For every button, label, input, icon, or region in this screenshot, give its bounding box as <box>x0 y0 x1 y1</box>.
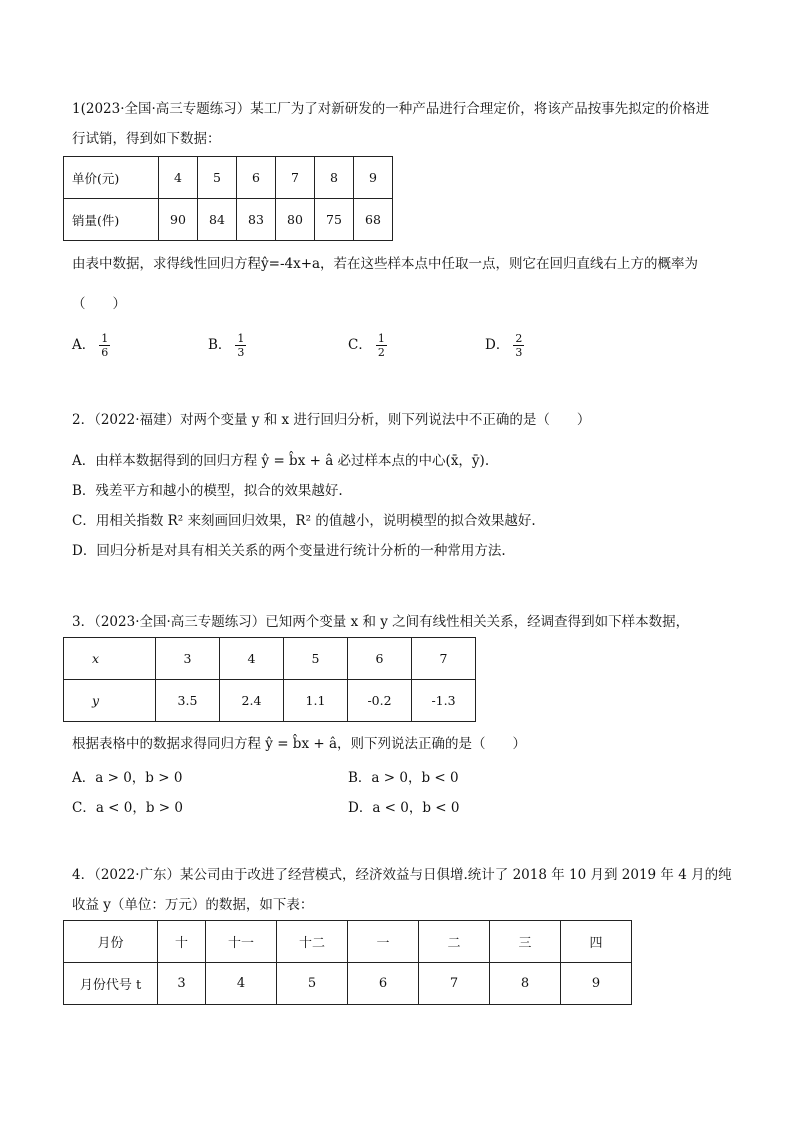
q3-cell: 3 <box>156 638 220 680</box>
q1-cell: 75 <box>315 199 354 241</box>
q1-option-a-fraction <box>99 332 110 359</box>
q1-cell: 6 <box>237 157 276 199</box>
q3-cell: y <box>64 680 156 722</box>
q3-cell: 1.1 <box>284 680 348 722</box>
q3-stem: 3．（2023·全国·高三专题练习）已知两个变量 x 和 y 之间有线性相关关系，经调查得到如下样本数据， <box>72 614 690 630</box>
q4-cell: 三 <box>490 921 561 963</box>
q3-cell: 3.5 <box>156 680 220 722</box>
q1-option-d[interactable] <box>485 332 524 359</box>
fraction-numerator: 2 <box>515 332 523 345</box>
q1-cell: 销量(件) <box>64 199 159 241</box>
q1-table-row <box>64 157 393 199</box>
q1-stem-line1: 1(2023·全国·高三专题练习）某工厂为了对新研发的一种产品进行合理定价，将该产品按事先拟定的价格进 <box>72 101 710 117</box>
q1-table <box>63 156 393 241</box>
q4-cell: 二 <box>419 921 490 963</box>
question-2-stem <box>72 405 732 435</box>
q2-option-c[interactable]: C．用相关指数 R² 来刻画回归效果，R² 的值越小，说明模型的拟合效果越好. <box>72 513 536 529</box>
q1-option-b-fraction <box>235 332 246 359</box>
q3-after-text <box>72 729 732 759</box>
q1-cell: 83 <box>237 199 276 241</box>
q1-cell: 4 <box>159 157 198 199</box>
q3-table <box>63 637 476 722</box>
q4-stem-line1: 4．（2022·广东）某公司由于改进了经营模式，经济效益与日俱增.统计了 2018 年 10 月到 2019 年 4 月的纯 <box>72 867 732 883</box>
question-1-stem <box>72 94 732 154</box>
q4-cell: 3 <box>158 963 206 1005</box>
fraction-denominator: 3 <box>237 346 245 359</box>
q1-option-b[interactable] <box>208 332 246 359</box>
question-3-stem <box>72 607 732 637</box>
q3-option-b[interactable]: B．a > 0，b < 0 <box>348 770 459 786</box>
q3-cell: 6 <box>348 638 412 680</box>
q3-cell: 7 <box>412 638 476 680</box>
q3-cell: -0.2 <box>348 680 412 722</box>
q3-table-row <box>64 680 476 722</box>
q1-option-c-letter: C． <box>348 337 372 353</box>
q2-stem: 2．（2022·福建）对两个变量 y 和 x 进行回归分析，则下列说法中不正确的是（ ） <box>72 412 591 428</box>
q3-cell: -1.3 <box>412 680 476 722</box>
q1-after-line: 由表中数据，求得线性回归方程ŷ=-4x+a，若在这些样本点中任取一点，则它在回归直线右上方的概率为 <box>72 256 699 272</box>
q1-cell: 90 <box>159 199 198 241</box>
q3-options <box>72 766 672 826</box>
q1-cell: 单价(元) <box>64 157 159 199</box>
q1-cell: 84 <box>198 199 237 241</box>
q4-cell: 7 <box>419 963 490 1005</box>
q3-cell: 5 <box>284 638 348 680</box>
q4-cell: 4 <box>206 963 277 1005</box>
q3-option-c[interactable]: C．a < 0，b > 0 <box>72 800 183 816</box>
q1-cell: 5 <box>198 157 237 199</box>
q3-after-line: 根据表格中的数据求得同归方程 ŷ = b̂x + â，则下列说法正确的是（ ） <box>72 736 527 752</box>
q1-option-c[interactable] <box>348 332 387 359</box>
q3-option-a[interactable]: A．a > 0，b > 0 <box>72 770 183 786</box>
q4-cell: 6 <box>348 963 419 1005</box>
q4-cell: 十二 <box>277 921 348 963</box>
q4-cell: 四 <box>561 921 632 963</box>
q1-cell: 7 <box>276 157 315 199</box>
q4-table <box>63 920 632 1005</box>
q1-cell: 9 <box>354 157 393 199</box>
q4-cell: 8 <box>490 963 561 1005</box>
q1-option-d-fraction <box>513 332 524 359</box>
q1-stem-line2: 行试销，得到如下数据： <box>72 131 221 147</box>
q1-option-b-letter: B． <box>208 337 232 353</box>
q1-option-a-letter: A． <box>72 337 96 353</box>
q3-option-d[interactable]: D．a < 0，b < 0 <box>348 800 460 816</box>
q3-table-row <box>64 638 476 680</box>
q1-option-d-letter: D． <box>485 337 510 353</box>
q4-cell: 一 <box>348 921 419 963</box>
fraction-denominator: 6 <box>101 346 109 359</box>
q3-cell: x <box>64 638 156 680</box>
q4-cell: 5 <box>277 963 348 1005</box>
question-4-stem <box>72 860 732 920</box>
q1-cell: 68 <box>354 199 393 241</box>
q4-stem-line2: 收益 y（单位：万元）的数据，如下表： <box>72 897 314 913</box>
q1-after-text <box>72 249 732 279</box>
fraction-numerator: 1 <box>377 332 385 345</box>
fraction-denominator: 3 <box>515 346 523 359</box>
q1-cell: 80 <box>276 199 315 241</box>
q2-option-b[interactable]: B．残差平方和越小的模型，拟合的效果越好. <box>72 483 343 499</box>
q4-cell: 十一 <box>206 921 277 963</box>
q2-option-a[interactable]: A．由样本数据得到的回归方程 ŷ = b̂x + â 必过样本点的中心(x̄，ȳ). <box>72 453 490 469</box>
q1-option-c-fraction <box>376 332 387 359</box>
fraction-numerator: 1 <box>101 332 109 345</box>
q4-cell: 9 <box>561 963 632 1005</box>
q1-paren-wrap <box>72 289 732 319</box>
q4-cell: 月份代号 t <box>64 963 158 1005</box>
q1-answer-paren: （ ） <box>72 296 126 312</box>
q1-option-a[interactable] <box>72 332 110 359</box>
q4-table-row <box>64 963 632 1005</box>
fraction-denominator: 2 <box>377 346 385 359</box>
q3-cell: 2.4 <box>220 680 284 722</box>
q2-options <box>72 446 732 566</box>
q4-cell: 十 <box>158 921 206 963</box>
q1-table-row <box>64 199 393 241</box>
q2-option-d[interactable]: D．回归分析是对具有相关关系的两个变量进行统计分析的一种常用方法. <box>72 543 506 559</box>
fraction-numerator: 1 <box>237 332 245 345</box>
q4-table-row <box>64 921 632 963</box>
q4-cell: 月份 <box>64 921 158 963</box>
q1-cell: 8 <box>315 157 354 199</box>
q3-cell: 4 <box>220 638 284 680</box>
